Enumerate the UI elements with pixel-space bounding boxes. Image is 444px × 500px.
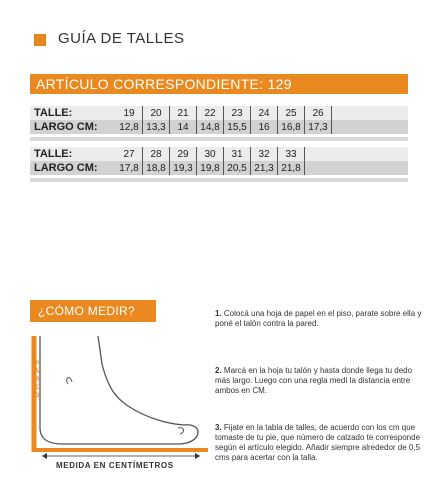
step-1 <box>215 309 425 329</box>
size-table-1 <box>30 106 408 134</box>
page-title: GUÍA DE TALLES <box>58 30 185 47</box>
step-2 <box>215 366 425 396</box>
size-cell: 22 <box>197 106 224 120</box>
size-cell: 32 <box>251 147 278 161</box>
size-cell: 25 <box>278 106 305 120</box>
size-cell: 27 <box>116 147 143 161</box>
step-text: Fijate en la tabla de talles, de acuerdo con los cm que tomaste de tu pie, que número de calzado te corresponde según el artículo elegido. Añadir siempre alrededor de 0,5 cms para acertar con la talla. <box>215 423 421 462</box>
step-3 <box>215 423 425 463</box>
table-row-talle <box>30 147 408 161</box>
foot-illustration <box>28 328 208 460</box>
row-label: TALLE: <box>30 147 116 161</box>
article-banner-text: ARTÍCULO CORRESPONDIENTE: 129 <box>36 76 292 92</box>
table-row-largo <box>30 120 408 134</box>
size-cell: 26 <box>305 106 332 120</box>
length-cell: 19,3 <box>170 161 197 175</box>
length-cell: 13,3 <box>143 120 170 134</box>
length-cell: 14 <box>170 120 197 134</box>
length-cell: 12,8 <box>116 120 143 134</box>
size-cell: 30 <box>197 147 224 161</box>
length-cell: 18,8 <box>143 161 170 175</box>
measure-label: MEDIDA EN CENTÍMETROS <box>56 461 174 470</box>
wall-label <box>33 360 41 400</box>
length-cell: 20,5 <box>224 161 251 175</box>
row-label: LARGO CM: <box>30 161 116 175</box>
step-text: Colocá una hoja de papel en el piso, parate sobre ella y poné el talón contra la pared. <box>215 309 422 328</box>
step-text: Marcá en la hoja tu talón y hasta donde llega tu dedo más largo. Luego con una regla medí la distancia entre ambos en CM. <box>215 366 413 395</box>
size-table-2 <box>30 147 408 175</box>
how-to-measure-title: ¿CÓMO MEDIR? <box>38 304 135 318</box>
arrow-right-icon <box>195 453 200 459</box>
length-cell: 17,8 <box>116 161 143 175</box>
length-cell: 17,3 <box>305 120 332 134</box>
step-number: 2. <box>215 366 222 375</box>
length-cell: 14,8 <box>197 120 224 134</box>
length-cell: 21,8 <box>278 161 305 175</box>
length-cell: 16 <box>251 120 278 134</box>
wall-label-letter: D <box>34 393 40 399</box>
size-cell: 33 <box>278 147 305 161</box>
row-label: TALLE: <box>30 106 116 120</box>
size-cell: 23 <box>224 106 251 120</box>
length-cell: 15,5 <box>224 120 251 134</box>
length-cell: 16,8 <box>278 120 305 134</box>
length-cell: 19,8 <box>197 161 224 175</box>
size-cell: 31 <box>224 147 251 161</box>
wall-label-letter: E <box>34 385 39 391</box>
step-number: 1. <box>215 309 222 318</box>
article-banner <box>30 74 408 94</box>
how-to-measure-banner <box>30 300 156 322</box>
step-number: 3. <box>215 423 222 432</box>
wall-label-letter: P <box>34 361 39 367</box>
table-divider <box>30 137 408 141</box>
ankle-mark <box>67 378 72 384</box>
toe-mark <box>178 428 184 434</box>
length-cell: 21,3 <box>251 161 278 175</box>
size-cell: 28 <box>143 147 170 161</box>
header-square-icon <box>34 34 46 46</box>
size-cell: 20 <box>143 106 170 120</box>
arrow-left-icon <box>42 453 47 459</box>
size-cell: 21 <box>170 106 197 120</box>
table-row-talle <box>30 106 408 120</box>
size-cell: 19 <box>116 106 143 120</box>
row-label: LARGO CM: <box>30 120 116 134</box>
foot-outline <box>40 336 198 444</box>
table-divider <box>30 178 408 182</box>
wall-label-letter: A <box>34 369 40 375</box>
wall-label-letter: R <box>34 377 40 383</box>
size-cell: 29 <box>170 147 197 161</box>
table-row-largo <box>30 161 408 175</box>
size-cell: 24 <box>251 106 278 120</box>
